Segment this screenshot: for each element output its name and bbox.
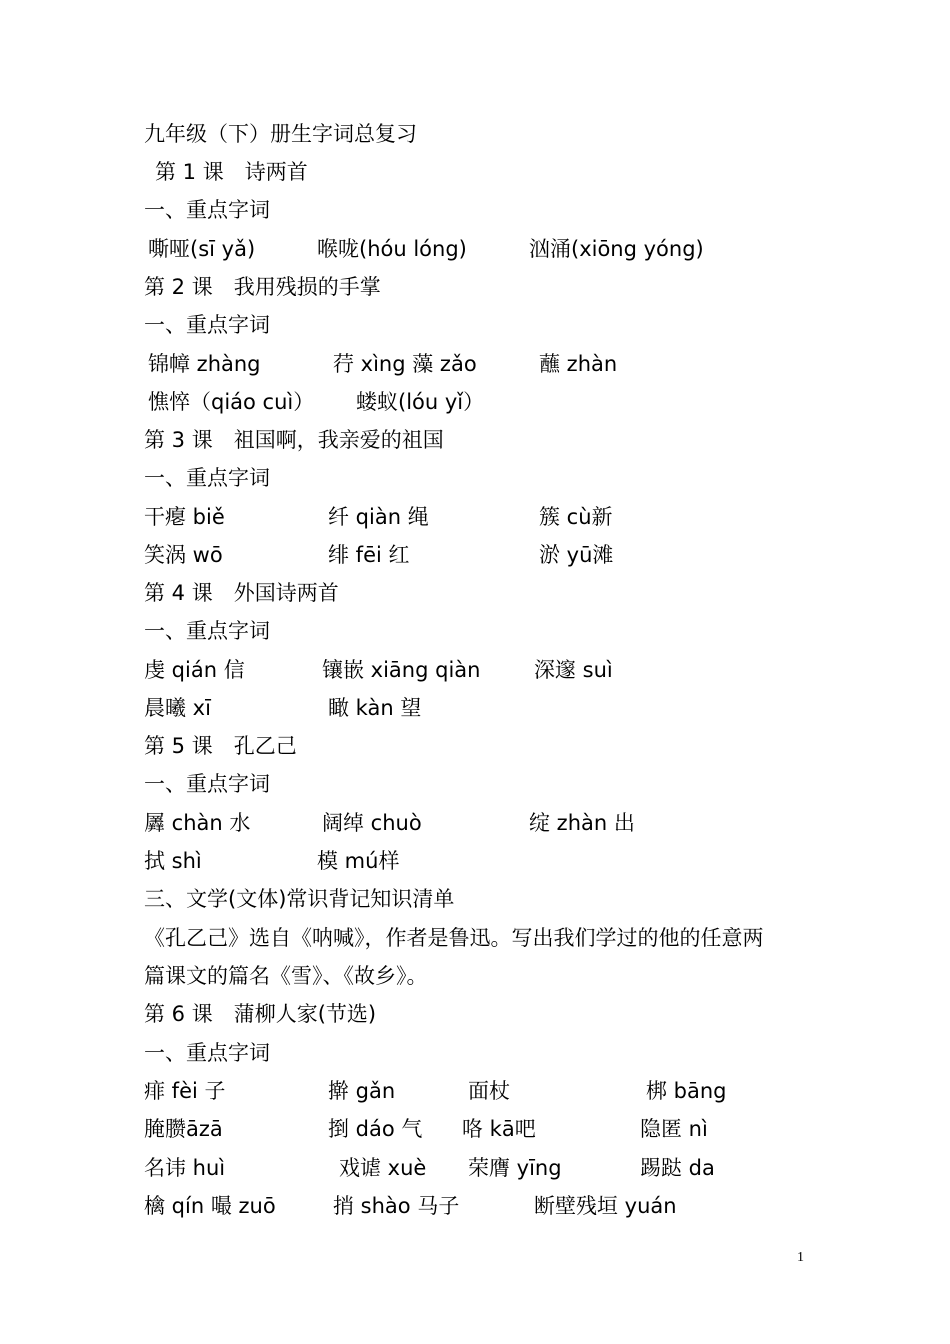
word-entry: 梆 bāng bbox=[646, 1079, 727, 1103]
word-entry: 晨曦 xī bbox=[144, 696, 211, 720]
word-entry: 名讳 huì bbox=[144, 1156, 226, 1180]
knowledge-paragraph-line: 《孔乙己》选自《呐喊》，作者是鲁迅。写出我们学过的他的任意两 bbox=[144, 926, 764, 950]
word-entry: 淤 yū滩 bbox=[539, 543, 614, 567]
word-entry: 镶嵌 xiāng qiàn bbox=[322, 658, 481, 682]
lesson-5-section: 一、重点字词 bbox=[144, 772, 270, 796]
word-entry: 虔 qián 信 bbox=[144, 658, 245, 682]
word-entry: 断壁残垣 yuán bbox=[534, 1194, 677, 1218]
word-entry: 蝼蚁(lóu yǐ） bbox=[356, 390, 485, 414]
word-entry: 喉咙(hóu lóng) bbox=[317, 237, 467, 261]
lesson-1-section: 一、重点字词 bbox=[144, 198, 270, 222]
word-entry: 笑涡 wō bbox=[144, 543, 223, 567]
word-entry: 瞰 kàn 望 bbox=[328, 696, 422, 720]
word-entry: 纤 qiàn 绳 bbox=[328, 505, 429, 529]
word-entry: 蘸 zhàn bbox=[539, 352, 618, 376]
lesson-3-heading: 第 3 课 祖国啊，我亲爱的祖国 bbox=[144, 428, 444, 452]
word-entry: 汹涌(xiōng yóng) bbox=[529, 237, 704, 261]
lesson-5-heading: 第 5 课 孔乙己 bbox=[144, 734, 297, 758]
word-entry: 隐匿 nì bbox=[640, 1117, 708, 1141]
word-entry: 擀 gǎn bbox=[328, 1079, 396, 1103]
lesson-2-section: 一、重点字词 bbox=[144, 313, 270, 337]
lesson-3-section: 一、重点字词 bbox=[144, 466, 270, 490]
lesson-2-heading: 第 2 课 我用残损的手掌 bbox=[144, 275, 381, 299]
word-entry: 捎 shào 马子 bbox=[333, 1194, 460, 1218]
knowledge-heading: 三、文学(文体)常识背记知识清单 bbox=[144, 887, 455, 911]
word-entry: 深邃 suì bbox=[534, 658, 613, 682]
word-entry: 痱 fèi 子 bbox=[144, 1079, 226, 1103]
knowledge-paragraph-line: 篇课文的篇名《雪》、《故乡》。 bbox=[144, 964, 428, 988]
word-entry: 踢跶 da bbox=[640, 1156, 715, 1180]
word-entry: 捯 dáo 气 bbox=[328, 1117, 423, 1141]
word-entry: 羼 chàn 水 bbox=[144, 811, 251, 835]
word-entry: 面杖 bbox=[468, 1079, 510, 1103]
word-entry: 拭 shì bbox=[144, 849, 202, 873]
word-entry: 咯 kā吧 bbox=[462, 1117, 536, 1141]
word-entry: 阔绰 chuò bbox=[322, 811, 422, 835]
word-entry: 绽 zhàn 出 bbox=[529, 811, 635, 835]
word-entry: 腌臜āzā bbox=[144, 1117, 223, 1141]
page-number: 1 bbox=[797, 1250, 804, 1265]
word-entry: 簇 cù新 bbox=[539, 505, 613, 529]
word-entry: 嘶哑(sī yǎ) bbox=[148, 237, 256, 261]
word-entry: 锦幛 zhàng bbox=[148, 352, 261, 376]
word-entry: 荇 xìng 藻 zǎo bbox=[333, 352, 477, 376]
word-entry: 檎 qín 嘬 zuō bbox=[144, 1194, 276, 1218]
lesson-4-section: 一、重点字词 bbox=[144, 619, 270, 643]
word-entry: 模 mú样 bbox=[317, 849, 400, 873]
word-entry: 荣膺 yīng bbox=[468, 1156, 562, 1180]
word-entry: 憔悴（qiáo cuì） bbox=[148, 390, 315, 414]
doc-title: 九年级（下）册生字词总复习 bbox=[144, 122, 417, 146]
lesson-1-heading: 第 1 课 诗两首 bbox=[155, 160, 308, 184]
word-entry: 戏谑 xuè bbox=[339, 1156, 427, 1180]
word-entry: 干瘪 biě bbox=[144, 505, 225, 529]
lesson-4-heading: 第 4 课 外国诗两首 bbox=[144, 581, 339, 605]
lesson-6-heading: 第 6 课 蒲柳人家(节选) bbox=[144, 1002, 377, 1026]
word-entry: 绯 fēi 红 bbox=[328, 543, 410, 567]
lesson-6-section: 一、重点字词 bbox=[144, 1041, 270, 1065]
